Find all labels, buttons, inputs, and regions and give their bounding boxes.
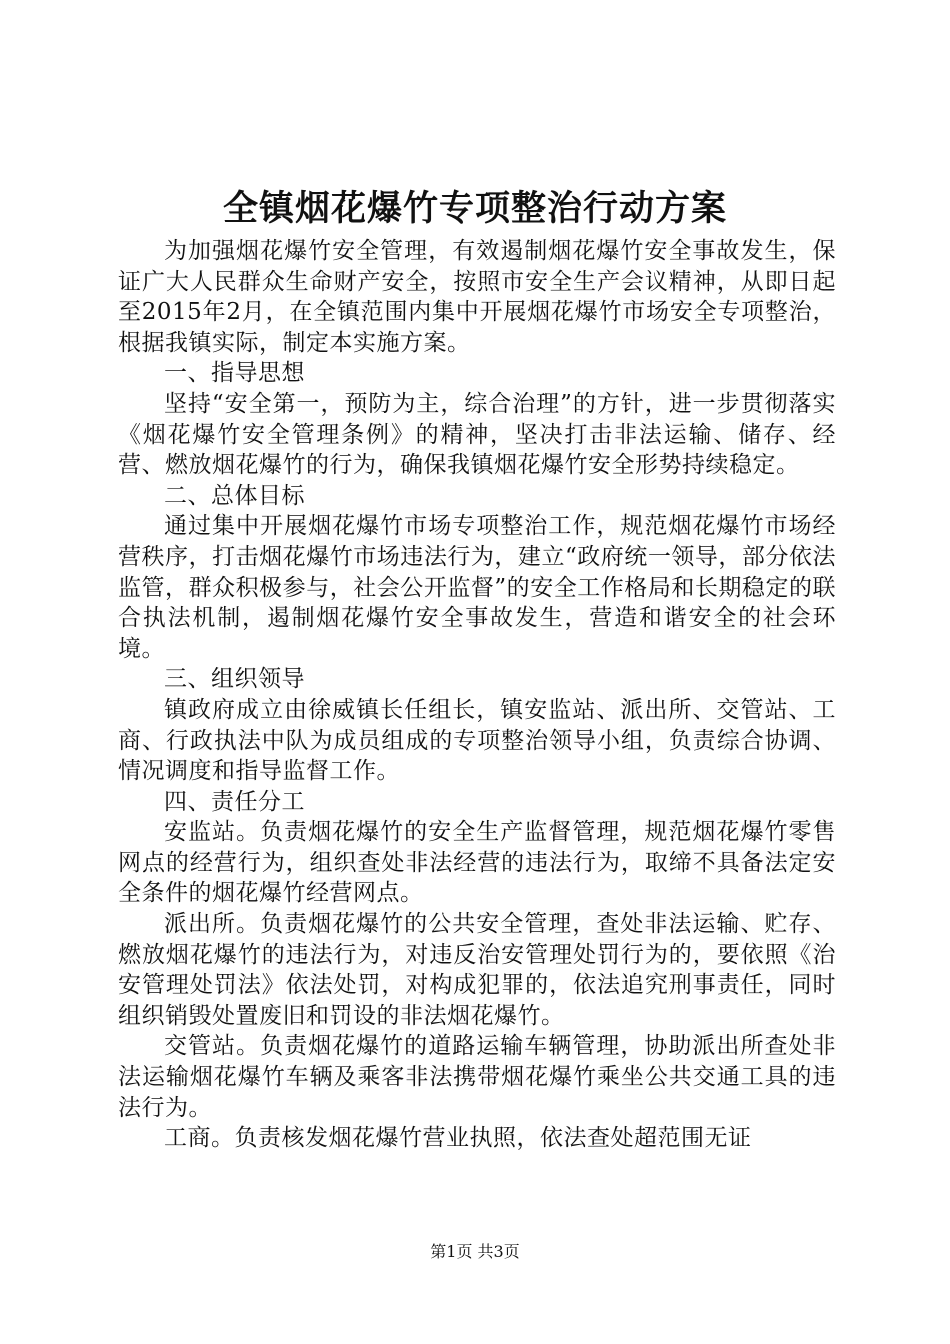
document-body: [118, 236, 836, 1154]
paragraph-commerce: 工商。负责核发烟花爆竹营业执照，依法查处超范围无证: [164, 1125, 752, 1152]
section-heading-responsibilities: 四、责任分工: [164, 788, 305, 815]
paragraph-safety-station: 安监站。负责烟花爆竹的安全生产监督管理，规范烟花爆竹零售网点的经营行为，组织查处非法经营的违法行为，取缔不具备法定安全条件的烟花爆竹经营网点。: [118, 819, 836, 907]
paragraph-traffic-station: 交管站。负责烟花爆竹的道路运输车辆管理，协助派出所查处非法运输烟花爆竹车辆及乘客非法携带烟花爆竹乘坐公共交通工具的违法行为。: [118, 1033, 836, 1121]
paragraph-intro: 为加强烟花爆竹安全管理，有效遏制烟花爆竹安全事故发生，保证广大人民群众生命财产安全，按照市安全生产会议精神，从即日起至2015年2月，在全镇范围内集中开展烟花爆竹市场安全专项整治，根据我镇实际，制定本实施方案。: [118, 238, 836, 356]
section-heading-organization: 三、组织领导: [164, 666, 305, 693]
document-title: 全镇烟花爆竹专项整治行动方案: [222, 188, 727, 229]
paragraph-guiding-ideology: 坚持“安全第一，预防为主，综合治理”的方针，进一步贯彻落实《烟花爆竹安全管理条例》的精神，坚决打击非法运输、储存、经营、燃放烟花爆竹的行为，确保我镇烟花爆竹安全形势持续稳定。: [118, 390, 836, 479]
paragraph-organization: 镇政府成立由徐威镇长任组长，镇安监站、派出所、交管站、工商、行政执法中队为成员组成的专项整治领导小组，负责综合协调、情况调度和指导监督工作。: [118, 696, 836, 785]
paragraph-police-station: 派出所。负责烟花爆竹的公共安全管理，查处非法运输、贮存、燃放烟花爆竹的违法行为，对违反治安管理处罚行为的，要依照《治安管理处罚法》依法处罚，对构成犯罪的，依法追究刑事责任，同时组织销毁处置废旧和罚设的非法烟花爆竹。: [118, 911, 836, 1029]
page-number: 第1页 共3页: [430, 1242, 520, 1261]
paragraph-overall-goal: 通过集中开展烟花爆竹市场专项整治工作，规范烟花爆竹市场经营秩序，打击烟花爆竹市场违法行为，建立“政府统一领导，部分依法监管，群众积极参与，社会公开监督”的安全工作格局和长期稳定的联合执法机制，遏制烟花爆竹安全事故发生，营造和谐安全的社会环境。: [118, 513, 836, 662]
section-heading-guiding-ideology: 一、指导思想: [164, 360, 305, 387]
section-heading-overall-goal: 二、总体目标: [164, 482, 305, 509]
